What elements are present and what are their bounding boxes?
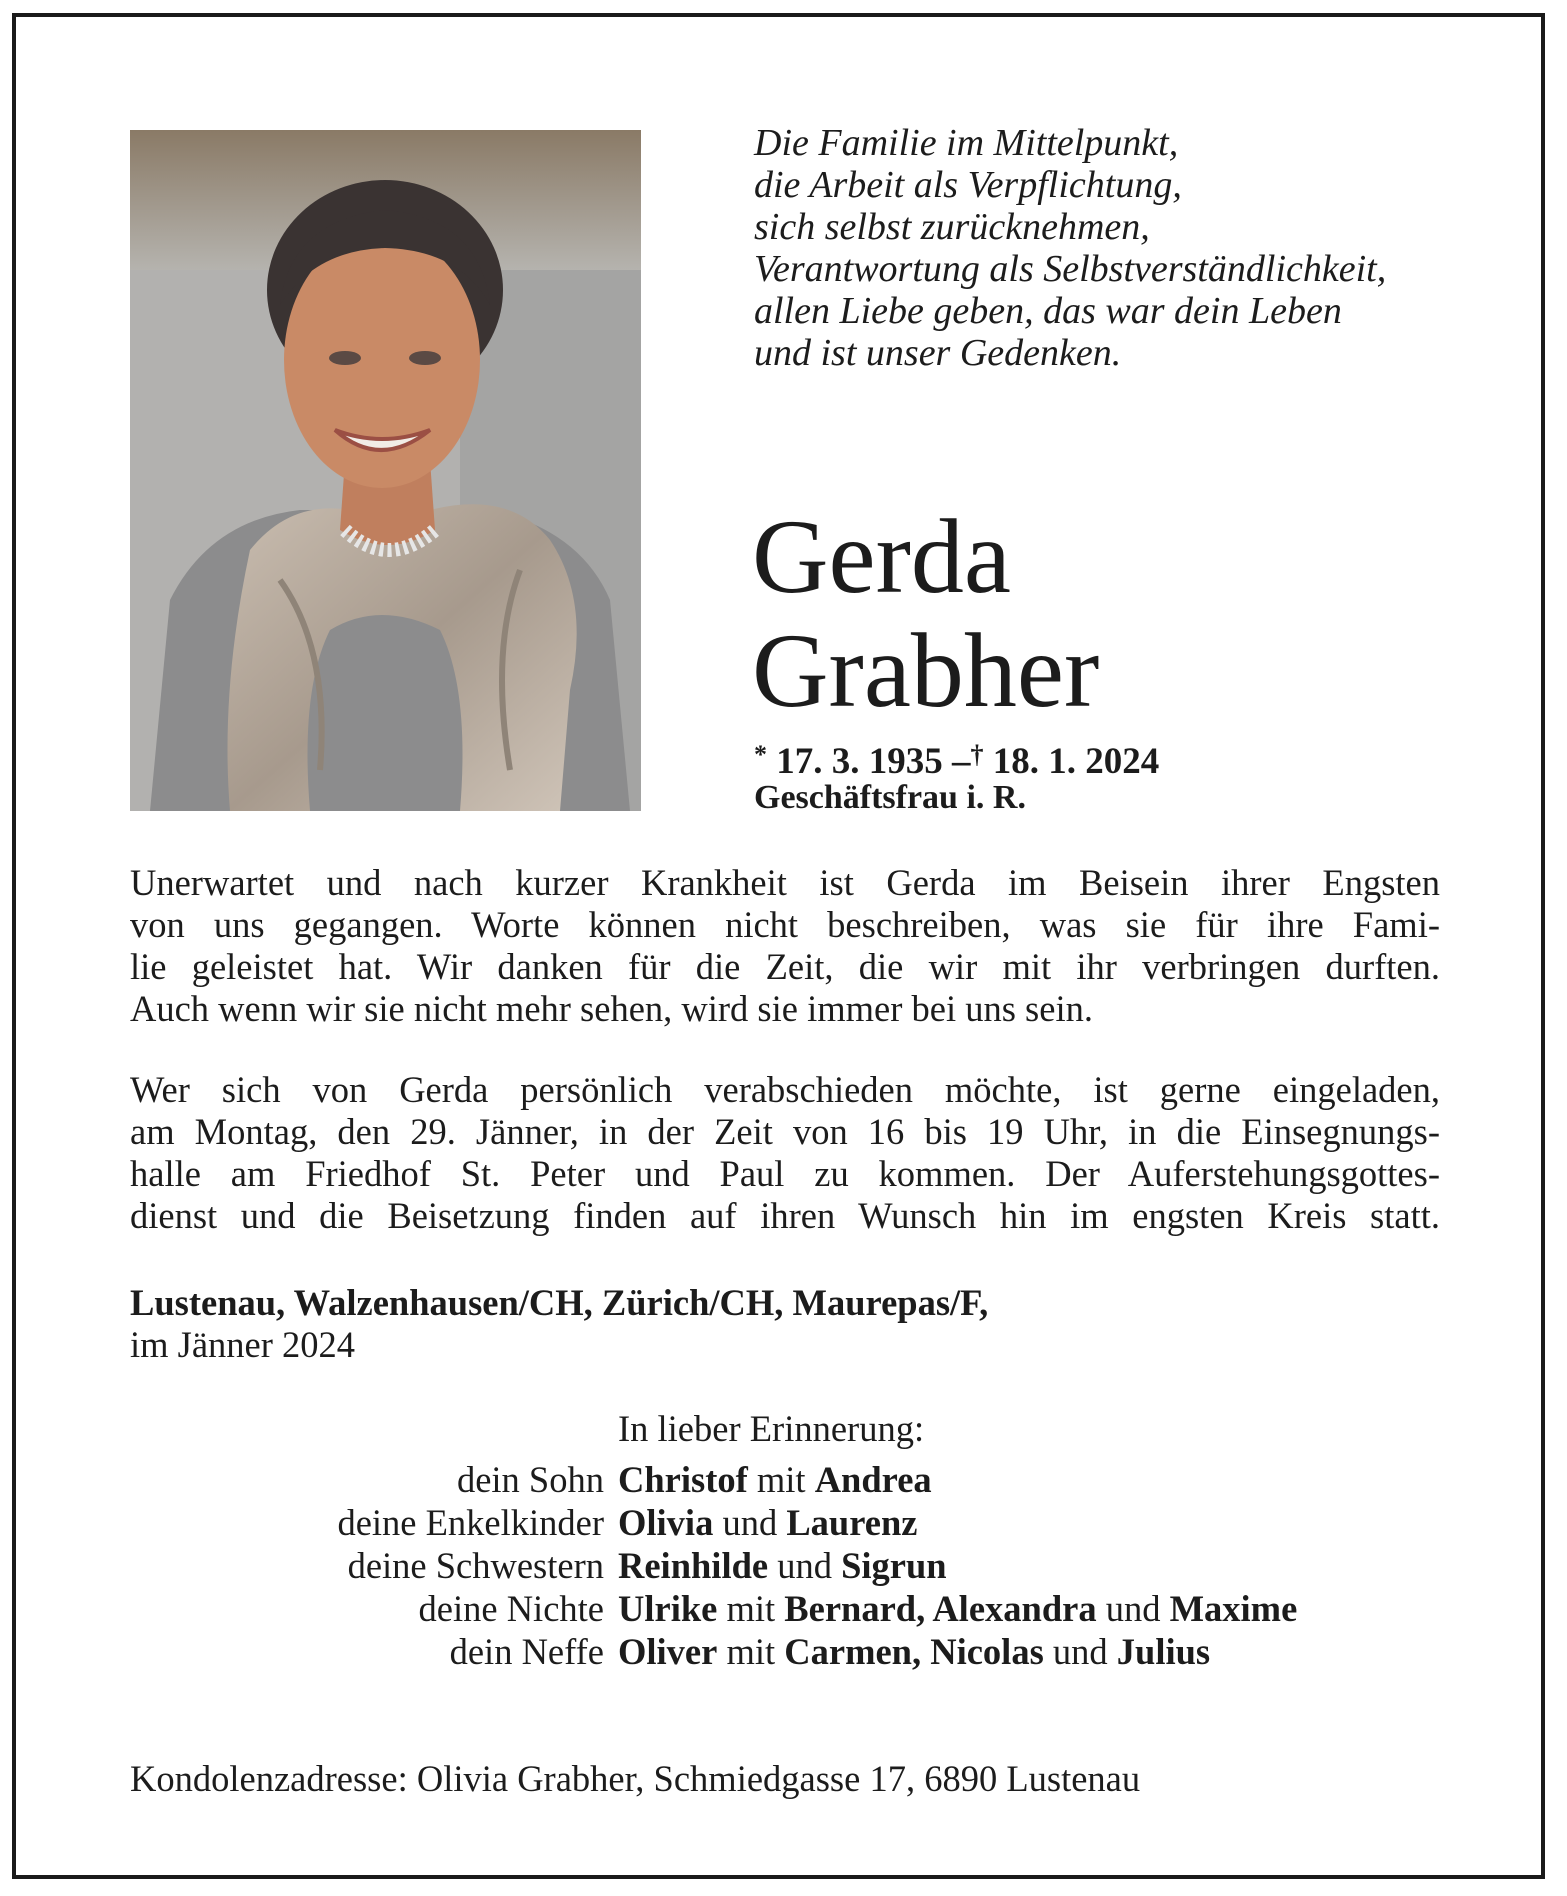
poem-line: Die Familie im Mittelpunkt, xyxy=(754,122,1179,164)
paragraph-line: dienst und die Beisetzung finden auf ihren Wunsch hin im engsten Kreis statt. xyxy=(130,1195,1440,1236)
family-list xyxy=(130,1458,1470,1673)
paragraph-line: Auch wenn wir sie nicht mehr sehen, wird sie immer bei uns sein. xyxy=(130,988,1093,1029)
paragraph-announcement xyxy=(130,862,1440,1030)
places-block xyxy=(130,1282,988,1366)
life-dates xyxy=(754,734,1159,783)
family-role: deine Schwestern xyxy=(347,1545,604,1586)
paragraph-line: Wer sich von Gerda persönlich verabschieden möchte, ist gerne eingeladen, xyxy=(130,1069,1440,1110)
family-names: Christof mit Andrea xyxy=(618,1459,932,1500)
portrait-photo xyxy=(130,130,641,811)
family-names: Oliver mit Carmen, Nicolas und Julius xyxy=(618,1631,1211,1672)
family-row-nephew xyxy=(130,1630,1470,1673)
deceased-name xyxy=(752,500,1099,728)
month: im Jänner 2024 xyxy=(130,1324,356,1365)
poem xyxy=(754,122,1474,374)
birth-date: 17. 3. 1935 xyxy=(776,741,943,782)
family-row-niece xyxy=(130,1587,1470,1630)
death-date: 18. 1. 2024 xyxy=(992,741,1160,782)
family-role: dein Sohn xyxy=(456,1459,604,1500)
paragraph-line: am Montag, den 29. Jänner, in der Zeit von 16 bis 19 Uhr, in die Einsegnungs- xyxy=(130,1111,1440,1152)
poem-line: allen Liebe geben, das war dein Leben xyxy=(754,290,1342,332)
poem-line: die Arbeit als Verpflichtung, xyxy=(754,164,1182,206)
paragraph-line: halle am Friedhof St. Peter und Paul zu kommen. Der Auferstehungsgottes- xyxy=(130,1153,1440,1194)
family-names: Reinhilde und Sigrun xyxy=(618,1545,947,1586)
paragraph-line: Unerwartet und nach kurzer Krankheit ist Gerda im Beisein ihrer Engsten xyxy=(130,862,1440,903)
date-separator: – xyxy=(952,741,971,782)
poem-line: und ist unser Gedenken. xyxy=(754,332,1122,374)
birth-symbol: * xyxy=(754,740,767,769)
first-name: Gerda xyxy=(752,498,1011,615)
occupation: Geschäftsfrau i. R. xyxy=(754,779,1026,816)
condolence-address: Kondolenzadresse: Olivia Grabher, Schmiedgasse 17, 6890 Lustenau xyxy=(130,1758,1141,1799)
family-names: Olivia und Laurenz xyxy=(618,1502,918,1543)
memory-heading: In lieber Erinnerung: xyxy=(618,1408,925,1449)
family-role: deine Enkelkinder xyxy=(337,1502,604,1543)
family-names: Ulrike mit Bernard, Alexandra und Maxime xyxy=(618,1588,1298,1629)
death-symbol: † xyxy=(970,740,984,769)
family-role: dein Neffe xyxy=(449,1631,604,1672)
poem-line: Verantwortung als Selbstverständlichkeit, xyxy=(754,248,1387,290)
family-row-son xyxy=(130,1458,1470,1501)
paragraph-farewell xyxy=(130,1069,1440,1237)
places: Lustenau, Walzenhausen/CH, Zürich/CH, Maurepas/F, xyxy=(130,1282,989,1323)
family-row-sisters xyxy=(130,1544,1470,1587)
last-name: Grabher xyxy=(752,612,1100,729)
paragraph-line: lie geleistet hat. Wir danken für die Zeit, die wir mit ihr verbringen durften. xyxy=(130,946,1440,987)
paragraph-line: von uns gegangen. Worte können nicht beschreiben, was sie für ihre Fami- xyxy=(130,904,1440,945)
family-row-grandchildren xyxy=(130,1501,1470,1544)
family-role: deine Nichte xyxy=(418,1588,604,1629)
poem-line: sich selbst zurücknehmen, xyxy=(754,206,1150,248)
